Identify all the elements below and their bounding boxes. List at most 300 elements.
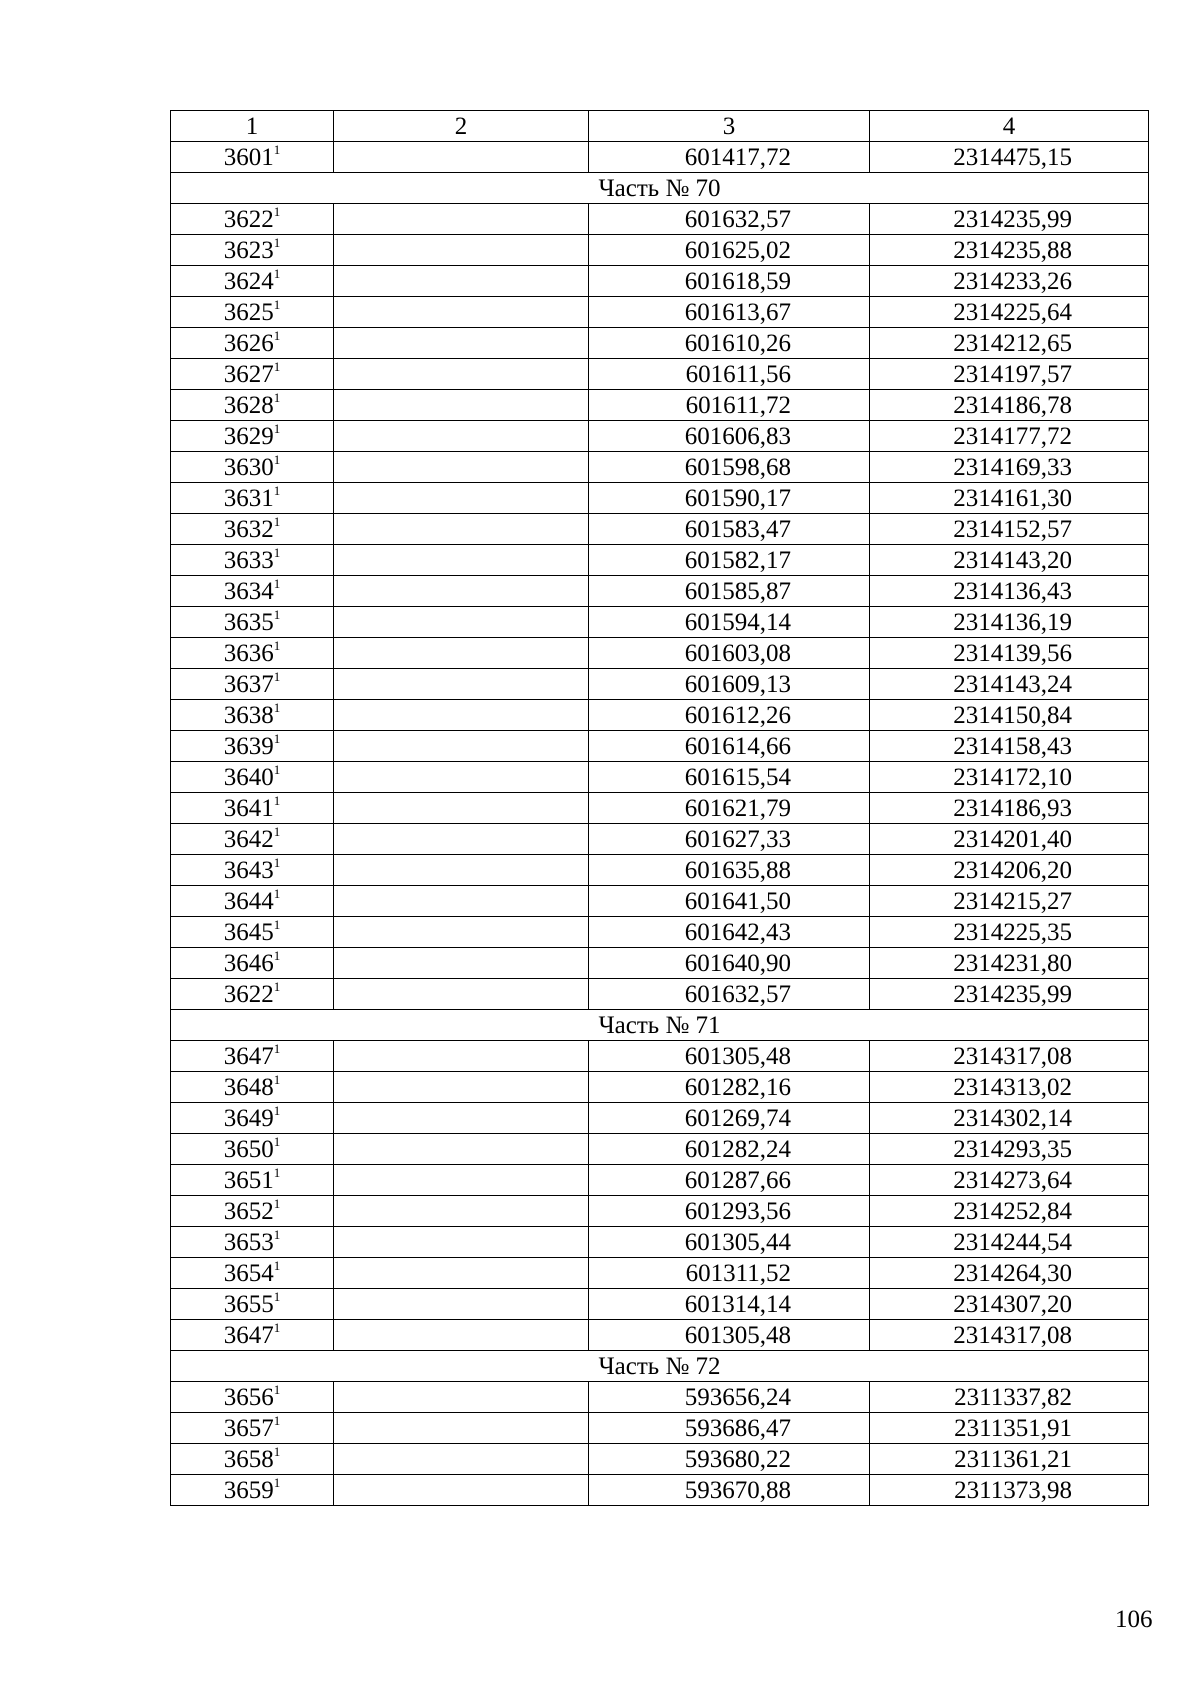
section-title: Часть № 71: [171, 1010, 1149, 1041]
empty-cell: [334, 390, 589, 421]
y-coordinate-cell: 2314244,54: [870, 1227, 1149, 1258]
empty-cell: [334, 1196, 589, 1227]
point-number: 3651: [223, 1166, 274, 1194]
point-superscript: 1: [273, 854, 281, 870]
x-coordinate-cell: 601635,88: [589, 855, 870, 886]
table-row: [171, 1258, 1149, 1289]
point-number-cell: [171, 638, 334, 669]
empty-cell: [334, 1320, 589, 1351]
table-row: [171, 1227, 1149, 1258]
empty-cell: [334, 700, 589, 731]
table-row: [171, 452, 1149, 483]
point-number: 3658: [223, 1445, 274, 1473]
y-coordinate-cell: 2314177,72: [870, 421, 1149, 452]
y-coordinate-cell: 2311373,98: [870, 1475, 1149, 1506]
y-coordinate-cell: 2314143,20: [870, 545, 1149, 576]
point-number: 3644: [223, 887, 274, 915]
section-header-row: [171, 1010, 1149, 1041]
table-row: [171, 266, 1149, 297]
point-superscript: 1: [273, 1226, 281, 1242]
empty-cell: [334, 948, 589, 979]
table-row: [171, 731, 1149, 762]
x-coordinate-cell: 601293,56: [589, 1196, 870, 1227]
y-coordinate-cell: 2314143,24: [870, 669, 1149, 700]
y-coordinate-cell: 2314317,08: [870, 1320, 1149, 1351]
y-coordinate-cell: 2314161,30: [870, 483, 1149, 514]
y-coordinate-cell: 2314307,20: [870, 1289, 1149, 1320]
table-row: [171, 1103, 1149, 1134]
x-coordinate-cell: 601311,52: [589, 1258, 870, 1289]
point-number: 3643: [223, 856, 274, 884]
x-coordinate-cell: 601611,72: [589, 390, 870, 421]
point-superscript: 1: [273, 699, 281, 715]
x-coordinate-cell: 593686,47: [589, 1413, 870, 1444]
point-number: 3654: [223, 1259, 274, 1287]
point-superscript: 1: [273, 1474, 281, 1490]
table-row: [171, 669, 1149, 700]
point-superscript: 1: [273, 513, 281, 529]
point-number-cell: [171, 700, 334, 731]
point-number: 3635: [223, 608, 274, 636]
point-number-cell: [171, 421, 334, 452]
empty-cell: [334, 297, 589, 328]
x-coordinate-cell: 601282,24: [589, 1134, 870, 1165]
y-coordinate-cell: 2314158,43: [870, 731, 1149, 762]
point-number-cell: [171, 142, 334, 173]
x-coordinate-cell: 601305,48: [589, 1041, 870, 1072]
table-row: [171, 793, 1149, 824]
point-number: 3649: [223, 1104, 274, 1132]
x-coordinate-cell: 601585,87: [589, 576, 870, 607]
table-row: [171, 948, 1149, 979]
point-superscript: 1: [273, 792, 281, 808]
table-row: [171, 1413, 1149, 1444]
point-superscript: 1: [273, 389, 281, 405]
point-number-cell: [171, 855, 334, 886]
empty-cell: [334, 1227, 589, 1258]
x-coordinate-cell: 601627,33: [589, 824, 870, 855]
y-coordinate-cell: 2314150,84: [870, 700, 1149, 731]
x-coordinate-cell: 601287,66: [589, 1165, 870, 1196]
empty-cell: [334, 1072, 589, 1103]
point-number: 3646: [223, 949, 274, 977]
point-superscript: 1: [273, 1288, 281, 1304]
empty-cell: [334, 1165, 589, 1196]
x-coordinate-cell: 601609,13: [589, 669, 870, 700]
y-coordinate-cell: 2314136,19: [870, 607, 1149, 638]
table-row: [171, 545, 1149, 576]
point-number-cell: [171, 948, 334, 979]
empty-cell: [334, 266, 589, 297]
point-superscript: 1: [273, 668, 281, 684]
table-row: [171, 886, 1149, 917]
table-row: [171, 1382, 1149, 1413]
y-coordinate-cell: 2314197,57: [870, 359, 1149, 390]
point-number-cell: [171, 235, 334, 266]
y-coordinate-cell: 2314252,84: [870, 1196, 1149, 1227]
point-number: 3627: [223, 360, 274, 388]
x-coordinate-cell: 601417,72: [589, 142, 870, 173]
point-superscript: 1: [273, 327, 281, 343]
empty-cell: [334, 1134, 589, 1165]
point-number-cell: [171, 204, 334, 235]
point-number-cell: [171, 390, 334, 421]
x-coordinate-cell: 601582,17: [589, 545, 870, 576]
x-coordinate-cell: 601269,74: [589, 1103, 870, 1134]
x-coordinate-cell: 601603,08: [589, 638, 870, 669]
x-coordinate-cell: 601598,68: [589, 452, 870, 483]
point-superscript: 1: [273, 265, 281, 281]
x-coordinate-cell: 601632,57: [589, 204, 870, 235]
point-number-cell: [171, 1165, 334, 1196]
point-number: 3655: [223, 1290, 274, 1318]
empty-cell: [334, 979, 589, 1010]
x-coordinate-cell: 601614,66: [589, 731, 870, 762]
y-coordinate-cell: 2311351,91: [870, 1413, 1149, 1444]
x-coordinate-cell: 601641,50: [589, 886, 870, 917]
empty-cell: [334, 235, 589, 266]
point-superscript: 1: [273, 1257, 281, 1273]
empty-cell: [334, 669, 589, 700]
point-number: 3659: [223, 1476, 274, 1504]
point-number-cell: [171, 886, 334, 917]
empty-cell: [334, 1382, 589, 1413]
x-coordinate-cell: 601314,14: [589, 1289, 870, 1320]
point-number: 3653: [223, 1228, 274, 1256]
point-superscript: 1: [273, 1319, 281, 1335]
point-number: 3629: [223, 422, 274, 450]
point-number-cell: [171, 328, 334, 359]
point-number-cell: [171, 1475, 334, 1506]
empty-cell: [334, 545, 589, 576]
x-coordinate-cell: 601594,14: [589, 607, 870, 638]
point-number-cell: [171, 762, 334, 793]
header-cell-4: 4: [870, 111, 1149, 142]
table-row: [171, 1444, 1149, 1475]
table-row: [171, 1041, 1149, 1072]
table-row: [171, 576, 1149, 607]
x-coordinate-cell: 601612,26: [589, 700, 870, 731]
point-number-cell: [171, 1289, 334, 1320]
point-superscript: 1: [273, 823, 281, 839]
x-coordinate-cell: 593656,24: [589, 1382, 870, 1413]
empty-cell: [334, 793, 589, 824]
table-row: [171, 979, 1149, 1010]
table-row: [171, 917, 1149, 948]
point-superscript: 1: [273, 637, 281, 653]
table-row: [171, 235, 1149, 266]
point-number: 3652: [223, 1197, 274, 1225]
point-number: 3628: [223, 391, 274, 419]
point-number: 3622: [223, 980, 274, 1008]
y-coordinate-cell: 2314136,43: [870, 576, 1149, 607]
empty-cell: [334, 421, 589, 452]
point-number-cell: [171, 545, 334, 576]
y-coordinate-cell: 2311337,82: [870, 1382, 1149, 1413]
table-body: [171, 111, 1149, 1506]
point-number: 3632: [223, 515, 274, 543]
point-number-cell: [171, 1103, 334, 1134]
empty-cell: [334, 1103, 589, 1134]
point-number-cell: [171, 452, 334, 483]
point-number: 3631: [223, 484, 274, 512]
point-superscript: 1: [273, 947, 281, 963]
point-superscript: 1: [273, 296, 281, 312]
empty-cell: [334, 1475, 589, 1506]
empty-cell: [334, 1289, 589, 1320]
point-number-cell: [171, 483, 334, 514]
y-coordinate-cell: 2314273,64: [870, 1165, 1149, 1196]
point-superscript: 1: [273, 451, 281, 467]
point-superscript: 1: [273, 482, 281, 498]
x-coordinate-cell: 601613,67: [589, 297, 870, 328]
point-number: 3656: [223, 1383, 274, 1411]
table-row: [171, 328, 1149, 359]
y-coordinate-cell: 2314225,64: [870, 297, 1149, 328]
point-superscript: 1: [273, 1164, 281, 1180]
point-number: 3634: [223, 577, 274, 605]
x-coordinate-cell: 601590,17: [589, 483, 870, 514]
point-superscript: 1: [273, 1412, 281, 1428]
y-coordinate-cell: 2314212,65: [870, 328, 1149, 359]
point-number-cell: [171, 731, 334, 762]
point-number-cell: [171, 514, 334, 545]
empty-cell: [334, 1258, 589, 1289]
table-row: [171, 390, 1149, 421]
empty-cell: [334, 359, 589, 390]
point-number: 3630: [223, 453, 274, 481]
x-coordinate-cell: 601625,02: [589, 235, 870, 266]
x-coordinate-cell: 601640,90: [589, 948, 870, 979]
point-number-cell: [171, 1320, 334, 1351]
header-cell-1: 1: [171, 111, 334, 142]
table-row: [171, 638, 1149, 669]
section-title: Часть № 70: [171, 173, 1149, 204]
y-coordinate-cell: 2314233,26: [870, 266, 1149, 297]
point-number: 3633: [223, 546, 274, 574]
table-row: [171, 855, 1149, 886]
table-row: [171, 1165, 1149, 1196]
point-superscript: 1: [273, 885, 281, 901]
x-coordinate-cell: 593670,88: [589, 1475, 870, 1506]
header-cell-3: 3: [589, 111, 870, 142]
point-number-cell: [171, 824, 334, 855]
x-coordinate-cell: 601618,59: [589, 266, 870, 297]
point-number-cell: [171, 359, 334, 390]
y-coordinate-cell: 2311361,21: [870, 1444, 1149, 1475]
point-number: 3648: [223, 1073, 274, 1101]
point-number: 3636: [223, 639, 274, 667]
point-superscript: 1: [273, 730, 281, 746]
point-superscript: 1: [273, 1071, 281, 1087]
point-number-cell: [171, 1444, 334, 1475]
x-coordinate-cell: 601305,48: [589, 1320, 870, 1351]
section-header-row: [171, 1351, 1149, 1382]
table-row: [171, 483, 1149, 514]
empty-cell: [334, 1413, 589, 1444]
point-number: 3647: [223, 1042, 274, 1070]
y-coordinate-cell: 2314225,35: [870, 917, 1149, 948]
y-coordinate-cell: 2314186,93: [870, 793, 1149, 824]
point-number-cell: [171, 266, 334, 297]
empty-cell: [334, 204, 589, 235]
point-superscript: 1: [273, 1133, 281, 1149]
y-coordinate-cell: 2314139,56: [870, 638, 1149, 669]
table-row: [171, 421, 1149, 452]
point-superscript: 1: [273, 358, 281, 374]
x-coordinate-cell: 601611,56: [589, 359, 870, 390]
y-coordinate-cell: 2314172,10: [870, 762, 1149, 793]
empty-cell: [334, 1041, 589, 1072]
empty-cell: [334, 855, 589, 886]
empty-cell: [334, 1444, 589, 1475]
point-number: 3623: [223, 236, 274, 264]
table-row: [171, 514, 1149, 545]
y-coordinate-cell: 2314235,88: [870, 235, 1149, 266]
point-number: 3622: [223, 205, 274, 233]
empty-cell: [334, 731, 589, 762]
y-coordinate-cell: 2314186,78: [870, 390, 1149, 421]
x-coordinate-cell: 601606,83: [589, 421, 870, 452]
point-superscript: 1: [273, 978, 281, 994]
table-row: [171, 1196, 1149, 1227]
point-number: 3641: [223, 794, 274, 822]
y-coordinate-cell: 2314235,99: [870, 979, 1149, 1010]
empty-cell: [334, 638, 589, 669]
point-number-cell: [171, 297, 334, 328]
y-coordinate-cell: 2314206,20: [870, 855, 1149, 886]
point-number-cell: [171, 1134, 334, 1165]
empty-cell: [334, 483, 589, 514]
table-row: [171, 359, 1149, 390]
x-coordinate-cell: 601632,57: [589, 979, 870, 1010]
empty-cell: [334, 452, 589, 483]
section-title: Часть № 72: [171, 1351, 1149, 1382]
point-number: 3638: [223, 701, 274, 729]
point-number: 3637: [223, 670, 274, 698]
point-superscript: 1: [273, 203, 281, 219]
point-number: 3626: [223, 329, 274, 357]
y-coordinate-cell: 2314313,02: [870, 1072, 1149, 1103]
point-number: 3657: [223, 1414, 274, 1442]
point-superscript: 1: [273, 1381, 281, 1397]
x-coordinate-cell: 593680,22: [589, 1444, 870, 1475]
empty-cell: [334, 762, 589, 793]
empty-cell: [334, 328, 589, 359]
point-number: 3647: [223, 1321, 274, 1349]
point-superscript: 1: [273, 1195, 281, 1211]
point-number: 3625: [223, 298, 274, 326]
point-number: 3650: [223, 1135, 274, 1163]
table-row: [171, 1320, 1149, 1351]
table-row: [171, 762, 1149, 793]
coordinates-table: [170, 110, 1149, 1506]
table-header-row: [171, 111, 1149, 142]
table-row: [171, 142, 1149, 173]
y-coordinate-cell: 2314231,80: [870, 948, 1149, 979]
point-number-cell: [171, 917, 334, 948]
table-row: [171, 297, 1149, 328]
table-row: [171, 607, 1149, 638]
table-row: [171, 1289, 1149, 1320]
empty-cell: [334, 607, 589, 638]
point-number-cell: [171, 1258, 334, 1289]
point-superscript: 1: [273, 420, 281, 436]
table-row: [171, 204, 1149, 235]
point-superscript: 1: [273, 544, 281, 560]
y-coordinate-cell: 2314235,99: [870, 204, 1149, 235]
y-coordinate-cell: 2314302,14: [870, 1103, 1149, 1134]
section-header-row: [171, 173, 1149, 204]
y-coordinate-cell: 2314293,35: [870, 1134, 1149, 1165]
y-coordinate-cell: 2314152,57: [870, 514, 1149, 545]
point-number: 3624: [223, 267, 274, 295]
empty-cell: [334, 886, 589, 917]
point-number: 3639: [223, 732, 274, 760]
x-coordinate-cell: 601583,47: [589, 514, 870, 545]
header-cell-2: 2: [334, 111, 589, 142]
point-superscript: 1: [273, 141, 281, 157]
empty-cell: [334, 514, 589, 545]
point-superscript: 1: [273, 234, 281, 250]
point-number: 3640: [223, 763, 274, 791]
point-number-cell: [171, 793, 334, 824]
table-row: [171, 824, 1149, 855]
x-coordinate-cell: 601282,16: [589, 1072, 870, 1103]
point-number: 3645: [223, 918, 274, 946]
x-coordinate-cell: 601642,43: [589, 917, 870, 948]
point-number-cell: [171, 1382, 334, 1413]
point-number: 3642: [223, 825, 274, 853]
point-superscript: 1: [273, 1443, 281, 1459]
point-superscript: 1: [273, 916, 281, 932]
point-superscript: 1: [273, 1040, 281, 1056]
table-row: [171, 1134, 1149, 1165]
page-number: 106: [1115, 1606, 1153, 1633]
x-coordinate-cell: 601610,26: [589, 328, 870, 359]
point-number-cell: [171, 979, 334, 1010]
empty-cell: [334, 142, 589, 173]
x-coordinate-cell: 601305,44: [589, 1227, 870, 1258]
empty-cell: [334, 576, 589, 607]
y-coordinate-cell: 2314475,15: [870, 142, 1149, 173]
point-superscript: 1: [273, 575, 281, 591]
point-number-cell: [171, 1072, 334, 1103]
x-coordinate-cell: 601621,79: [589, 793, 870, 824]
point-number-cell: [171, 1413, 334, 1444]
point-number-cell: [171, 669, 334, 700]
point-number-cell: [171, 607, 334, 638]
point-number: 3601: [223, 143, 274, 171]
point-superscript: 1: [273, 761, 281, 777]
y-coordinate-cell: 2314215,27: [870, 886, 1149, 917]
table-row: [171, 1475, 1149, 1506]
point-number-cell: [171, 576, 334, 607]
point-number-cell: [171, 1041, 334, 1072]
table-row: [171, 700, 1149, 731]
point-number-cell: [171, 1227, 334, 1258]
point-superscript: 1: [273, 606, 281, 622]
empty-cell: [334, 917, 589, 948]
empty-cell: [334, 824, 589, 855]
y-coordinate-cell: 2314317,08: [870, 1041, 1149, 1072]
x-coordinate-cell: 601615,54: [589, 762, 870, 793]
y-coordinate-cell: 2314169,33: [870, 452, 1149, 483]
y-coordinate-cell: 2314264,30: [870, 1258, 1149, 1289]
y-coordinate-cell: 2314201,40: [870, 824, 1149, 855]
table-row: [171, 1072, 1149, 1103]
point-number-cell: [171, 1196, 334, 1227]
